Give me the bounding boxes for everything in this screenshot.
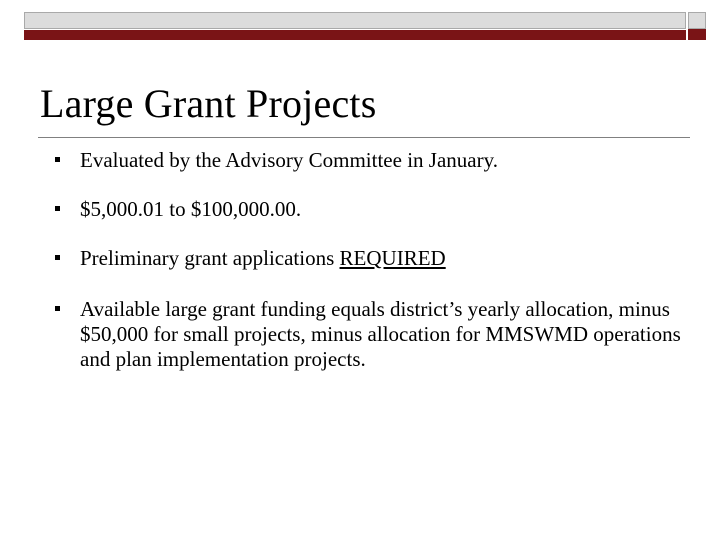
header-corner-grey bbox=[688, 12, 706, 29]
bullet-item bbox=[55, 246, 685, 271]
bullet-text: $5,000.01 to $100,000.00. bbox=[80, 197, 302, 221]
square-bullet-icon bbox=[55, 157, 60, 162]
required-emphasis: REQUIRED bbox=[339, 246, 446, 270]
title-divider bbox=[38, 137, 690, 138]
bullet-item bbox=[55, 297, 685, 372]
bullet-text-container bbox=[80, 246, 685, 271]
header-band-red bbox=[24, 30, 686, 40]
bullet-text: Evaluated by the Advisory Committee in January. bbox=[80, 148, 498, 172]
slide-title: Large Grant Projects bbox=[40, 81, 377, 126]
bullet-item bbox=[55, 148, 685, 173]
bullet-text: Preliminary grant applications bbox=[80, 246, 340, 270]
square-bullet-icon bbox=[55, 306, 60, 311]
header-band-grey bbox=[24, 12, 686, 29]
bullet-item bbox=[55, 197, 685, 222]
square-bullet-icon bbox=[55, 255, 60, 260]
square-bullet-icon bbox=[55, 206, 60, 211]
bullet-text: Available large grant funding equals district’s yearly allocation, minus $50,000 for small projects, minus allocation for MMSWMD operations and plan implementation projects. bbox=[80, 297, 681, 371]
